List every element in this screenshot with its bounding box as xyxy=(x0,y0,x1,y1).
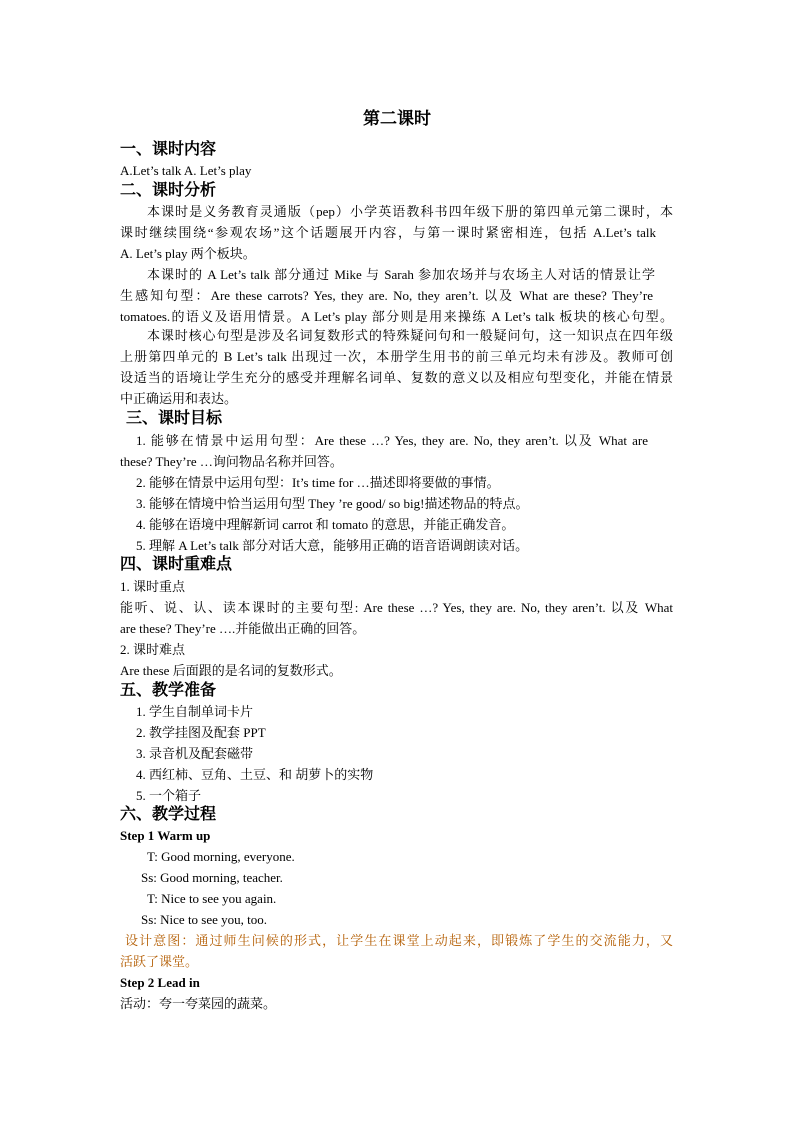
preparation-item: 2. 教学挂图及配套 PPT xyxy=(136,725,266,740)
section-heading-key-points: 四、课时重难点 xyxy=(120,556,233,573)
key-points-text: 能听、说、认、读本课时的主要句型: Are these …? Yes, they are. No, they aren’t. 以及 What xyxy=(120,600,673,615)
design-intent-note: 活跃了课堂。 xyxy=(120,954,199,969)
analysis-paragraph-line: 生感知句型：Are these carrots? Yes, they are. No, they aren’t. 以及 What are these? They’re xyxy=(120,288,653,303)
analysis-paragraph-line: 本课时的 A Let’s talk 部分通过 Mike 与 Sarah 参加农场并与农场主人对话的情景让学 xyxy=(147,267,655,282)
preparation-item: 3. 录音机及配套磁带 xyxy=(136,746,254,761)
analysis-paragraph-line: 上册第四单元的 B Let’s talk 出现过一次，本册学生用书的前三单元均未有涉及。教师可创 xyxy=(120,349,673,364)
section-heading-content: 一、课时内容 xyxy=(120,141,217,158)
page-title: 第二课时 xyxy=(363,109,431,128)
difficult-points-subheading: 2. 课时难点 xyxy=(120,642,186,657)
analysis-paragraph-line: 本课时核心句型是涉及名词复数形式的特殊疑问句和一般疑问句，这一知识点在四年级 xyxy=(147,328,673,343)
analysis-paragraph-line: 本课时是义务教育灵通版（pep）小学英语教科书四年级下册的第四单元第二课时，本 xyxy=(147,204,673,219)
objective-item: these? They’re …询问物品名称并回答。 xyxy=(120,454,343,469)
dialogue-line: T: Good morning, everyone. xyxy=(147,849,295,864)
key-points-text: are these? They’re ….并能做出正确的回答。 xyxy=(120,621,366,636)
lesson-content-text: A.Let’s talk A. Let’s play xyxy=(120,163,252,178)
section-heading-preparation: 五、教学准备 xyxy=(120,682,217,699)
dialogue-line: Ss: Good morning, teacher. xyxy=(141,870,283,885)
dialogue-line: T: Nice to see you again. xyxy=(147,891,277,906)
preparation-item: 5. 一个箱子 xyxy=(136,788,202,803)
analysis-paragraph-line: 中正确运用和表达。 xyxy=(120,391,238,406)
analysis-paragraph-line: tomatoes.的语义及语用情景。A Let’s play 部分则是用来操练 A Let’s talk 板块的核心句型。 xyxy=(120,309,673,324)
objective-item: 1. 能够在情景中运用句型：Are these …? Yes, they are. No, they aren’t. 以及 What are xyxy=(136,433,648,448)
dialogue-line: Ss: Nice to see you, too. xyxy=(141,912,268,927)
step-heading: Step 2 Lead in xyxy=(120,975,200,990)
step-heading: Step 1 Warm up xyxy=(120,828,211,843)
preparation-item: 1. 学生自制单词卡片 xyxy=(136,704,254,719)
objective-item: 2. 能够在情景中运用句型：It’s time for …描述即将要做的事情。 xyxy=(136,475,500,490)
analysis-paragraph-line: A. Let’s play 两个板块。 xyxy=(120,246,256,261)
analysis-paragraph-line: 设适当的语境让学生充分的感受并理解名词单、复数的意义以及相应句型变化，并能在情景 xyxy=(120,370,673,385)
objective-item: 3. 能够在情境中恰当运用句型 They ’re good/ so big!描述物品的特点。 xyxy=(136,496,529,511)
objective-item: 4. 能够在语境中理解新词 carrot 和 tomato 的意思，并能正确发音。 xyxy=(136,517,515,532)
key-points-subheading: 1. 课时重点 xyxy=(120,579,186,594)
analysis-paragraph-line: 课时继续围绕“参观农场”这个话题展开内容，与第一课时紧密相连，包括 A.Let’s talk xyxy=(120,225,656,240)
preparation-item: 4. 西红柿、豆角、土豆、和 胡萝卜的实物 xyxy=(136,767,374,782)
design-intent-note: 设计意图：通过师生问候的形式，让学生在课堂上动起来，即锻炼了学生的交流能力，又 xyxy=(125,933,673,948)
section-heading-objectives: 三、课时目标 xyxy=(126,410,223,427)
activity-text: 活动：夸一夸菜园的蔬菜。 xyxy=(120,996,277,1011)
section-heading-analysis: 二、课时分析 xyxy=(120,182,217,199)
objective-item: 5. 理解 A Let’s talk 部分对话大意，能够用正确的语音语调朗读对话。 xyxy=(136,538,529,553)
difficult-points-text: Are these 后面跟的是名词的复数形式。 xyxy=(120,663,342,678)
section-heading-process: 六、教学过程 xyxy=(120,806,217,823)
